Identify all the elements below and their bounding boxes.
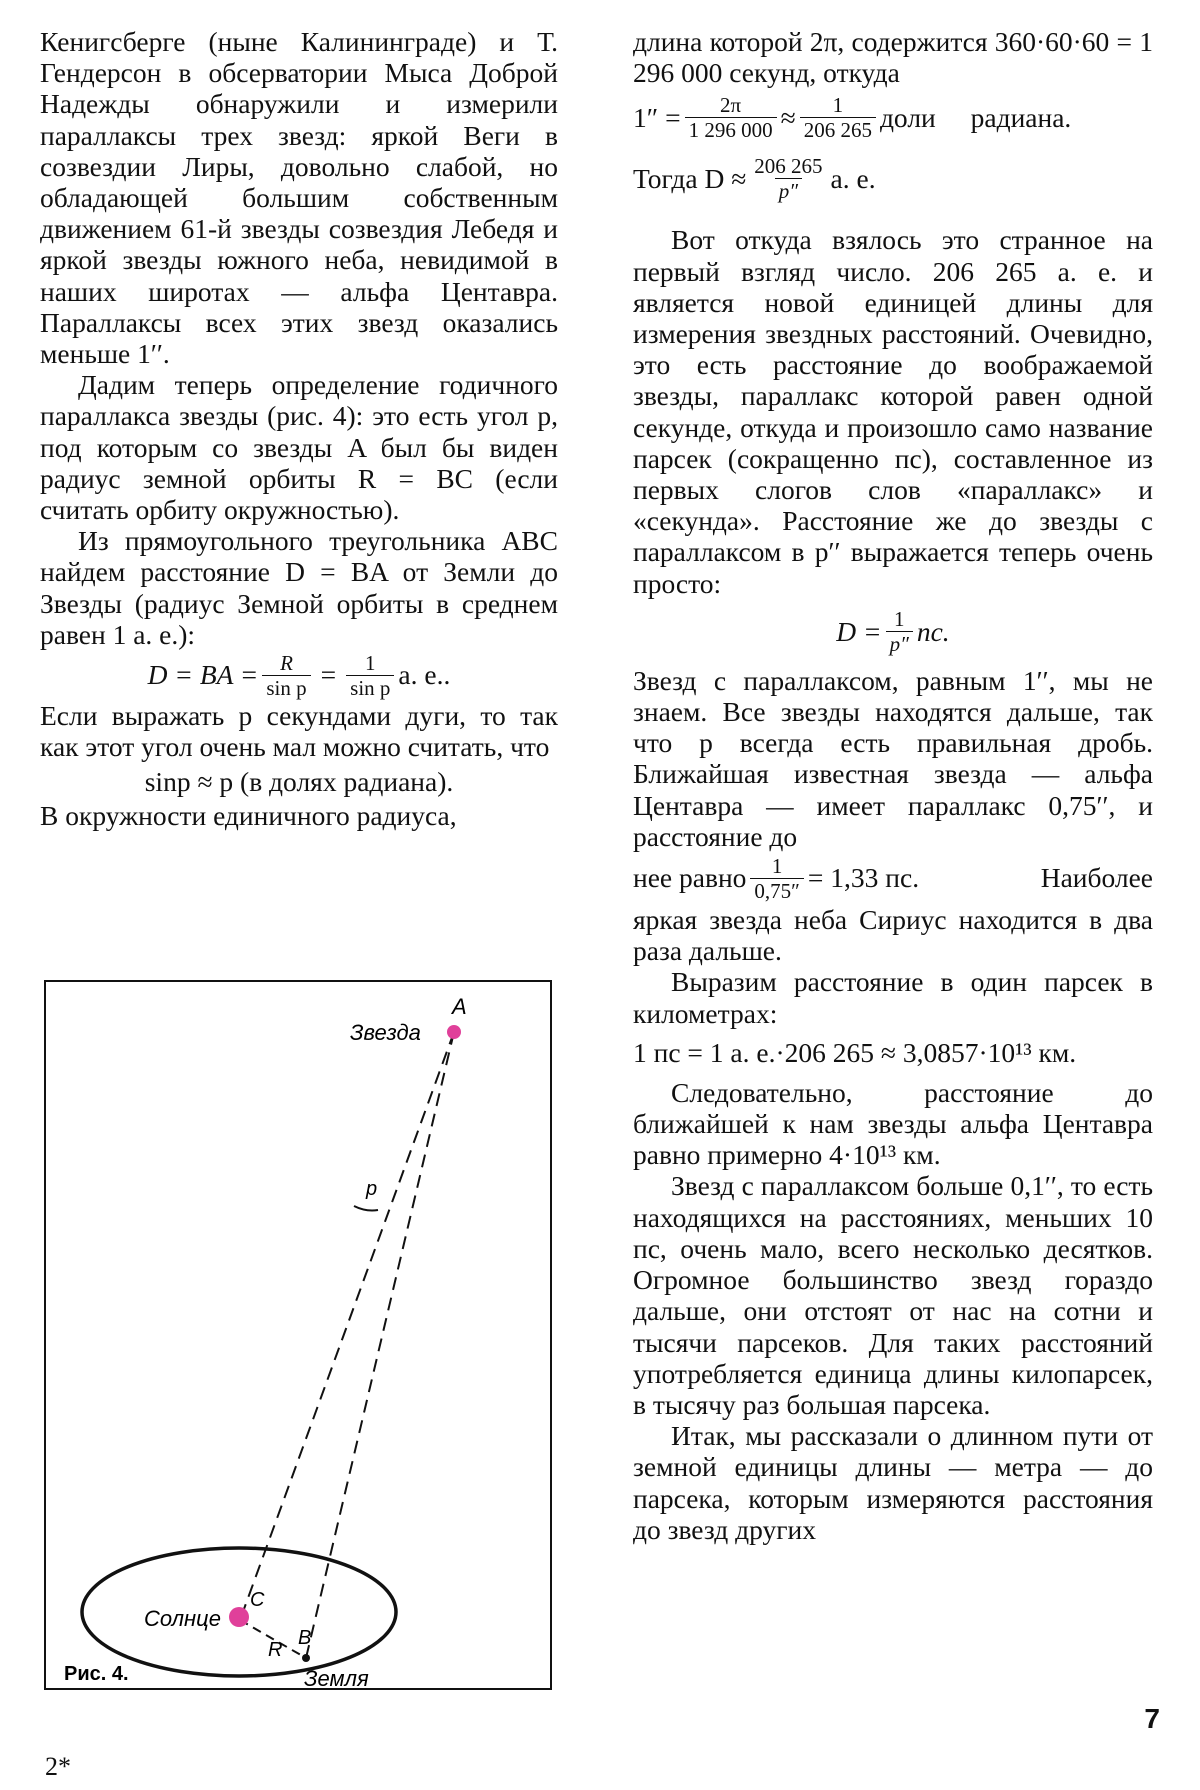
- earth-point: [302, 1654, 310, 1662]
- formula-parsec-km: [633, 1029, 1153, 1077]
- fraction: [750, 854, 804, 903]
- paragraph: Звезд с параллаксом, равным 1′′, мы не знаем. Все звезды находятся дальше, так что p всегда есть правильная дробь. Ближайшая известная звезда — альфа Центавра — имеет параллакс 0,75′′, и расстояние до: [633, 664, 1153, 852]
- formula-lhs: 1″ =: [633, 101, 681, 133]
- fraction-denominator: sin p: [262, 675, 310, 700]
- paragraph: Итак, мы рассказали о длинном пути от земной единицы длины — метра — до парсека, которым измеряются расстояния до звезд других: [633, 1420, 1153, 1545]
- formula-alpha-centauri: [633, 852, 1153, 904]
- fraction-numerator: 206 265: [754, 153, 823, 178]
- parallax-diagram: [44, 980, 552, 1690]
- paragraph: Вот откуда взялось это странное на первый взгляд число. 206 265 а. е. и является новой единицей длины для измерения звездных расстояний. Очевидно, это есть расстояние до воображаемой звезды, параллакс которой равен одной секунде, откуда и произошло само название парсек (сокращенно пс), составленное из первых слогов слов «параллакс» и «секунда». Расстояние же до звезды с параллаксом в p′′ выражается теперь очень просто:: [633, 224, 1153, 599]
- formula-lhs: нее равно: [633, 862, 747, 894]
- paragraph: В окружности единичного радиуса,: [40, 800, 457, 832]
- paragraph: длина которой 2π, содержится 360·60·60 = 1 296 000 секунд, откуда: [633, 26, 1153, 89]
- fraction-numerator: R: [280, 650, 293, 675]
- paragraph: яркая звезда неба Сириус находится в два раза дальше.: [633, 904, 1153, 967]
- formula-small-angle: [40, 762, 558, 800]
- fraction-numerator: 2π: [720, 92, 742, 117]
- fraction: [886, 607, 913, 656]
- formula-unit: пс.: [916, 616, 950, 648]
- label-p: p: [366, 1178, 378, 1200]
- fraction: [262, 651, 310, 700]
- fraction-denominator: 0,75″: [750, 878, 804, 903]
- figure-frame: [45, 981, 551, 1689]
- fraction-numerator: 1: [893, 607, 905, 632]
- formula-unit: а. е.: [830, 162, 876, 194]
- label-star: Звезда: [350, 1020, 421, 1045]
- figure-parallax: [44, 980, 552, 1690]
- formula-arcsecond: [633, 88, 1153, 146]
- page-number: 7: [1144, 1703, 1160, 1734]
- formula-rhs: = 1,33 пс.: [807, 862, 920, 894]
- right-column: [633, 26, 1153, 1545]
- formula-distance-au: [633, 146, 1153, 210]
- sheet-mark: 2*: [45, 1752, 71, 1781]
- sun-point: [229, 1607, 249, 1627]
- fraction-denominator: 1 296 000: [685, 117, 777, 142]
- formula-distance: [40, 650, 558, 700]
- formula-equals: =: [320, 659, 337, 691]
- fraction-denominator: p″: [886, 631, 913, 656]
- paragraph: Звезд с параллаксом больше 0,1′′, то есть находящихся на расстояниях, меньших 10 пс, очень мало, всего несколько десятков. Огромное большинство звезд гораздо дальше, они отстоят от нас на сотни и тысячи парсеков. Для таких расстояний употребляется единица длины килопарсек, в тысячу раз большая парсека.: [633, 1170, 1153, 1420]
- fraction-numerator: 1: [771, 853, 783, 878]
- formula-approx: ≈: [780, 101, 796, 133]
- formula-lhs: Тогда D ≈: [633, 162, 747, 194]
- fraction: [346, 651, 394, 700]
- star-point: [447, 1025, 461, 1039]
- label-earth: Земля: [304, 1666, 369, 1690]
- formula-lhs: D = BA =: [147, 659, 259, 691]
- figure-caption: Рис. 4.: [64, 1663, 129, 1685]
- label-c: C: [250, 1589, 265, 1611]
- label-a: A: [452, 994, 467, 1019]
- paragraph: Если выражать p секундами дуги, то так как этот угол очень мал можно считать, что: [40, 700, 558, 763]
- formula-text: 1 пс = 1 а. е.·206 265 ≈ 3,0857·10¹³ км.: [633, 1037, 1077, 1069]
- fraction-numerator: 1: [832, 92, 844, 117]
- label-sun: Солнце: [144, 1606, 221, 1631]
- formula-unit: а. е..: [398, 659, 451, 691]
- paragraph: Дадим теперь определение годичного параллакса звезды (рис. 4): это есть угол p, под которым со звезды A был бы виден радиус земной орбиты R = BC (если считать орбиту окружностью).: [40, 369, 558, 526]
- paragraph: Из прямоугольного треугольника ABC найдем расстояние D = BA от Земли до Звезды (радиус Земной орбиты в среднем равен 1 а. е.):: [40, 525, 558, 650]
- paragraph: Кенигсберге (ныне Калининграде) и Т. Гендерсон в обсерватории Мыса Доброй Надежды обнаружили и измерили параллаксы трех звезд: яркой Веги в созвездии Лиры, довольно слабой, но обладающей большим собственным движением 61-й звезды созвездия Лебедя и яркой звезды южного неба, невидимой в наших широтах — альфа Центавра. Параллаксы всех этих звезд оказались меньше 1′′.: [40, 26, 558, 370]
- label-r: R: [268, 1639, 283, 1661]
- fraction-denominator: sin p: [346, 675, 394, 700]
- formula-parsec: [633, 599, 1153, 665]
- fraction: [750, 154, 826, 203]
- paragraph: Следовательно, расстояние до ближайшей к нам звезды альфа Центавра равно примерно 4·10¹³ км.: [633, 1076, 1153, 1171]
- formula-rhs: доли радиана.: [879, 101, 1072, 133]
- fraction-numerator: 1: [365, 650, 376, 675]
- formula-lhs: D =: [836, 616, 882, 648]
- fraction-denominator: p″: [775, 178, 802, 203]
- fraction-denominator: 206 265: [800, 117, 876, 142]
- label-b: B: [298, 1627, 312, 1649]
- paragraph: Выразим расстояние в один парсек в километрах:: [633, 966, 1153, 1029]
- fraction: [685, 93, 777, 142]
- sight-line-earth: [306, 1032, 454, 1658]
- angle-p-arc: [354, 1206, 378, 1211]
- formula-text: sinp ≈ p (в долях радиана).: [144, 765, 454, 797]
- fraction: [800, 93, 876, 142]
- formula-tail: Наиболее: [1040, 862, 1153, 894]
- left-column: [40, 26, 558, 832]
- sight-line-sun: [240, 1032, 454, 1620]
